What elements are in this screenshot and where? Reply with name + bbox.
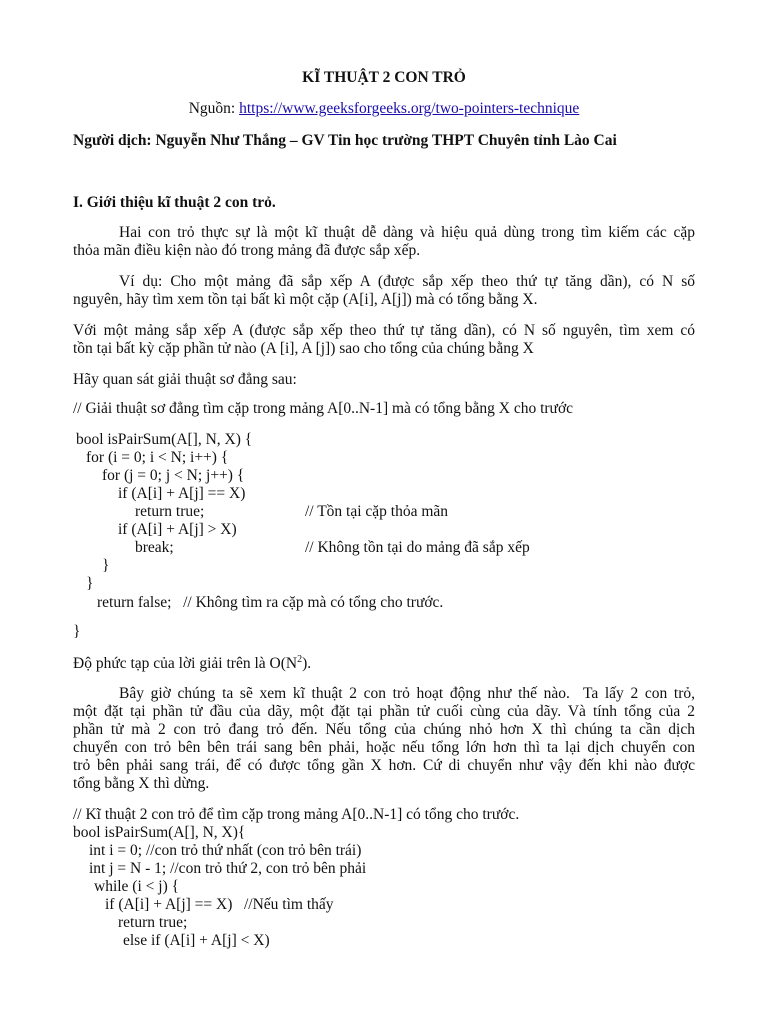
code1-line: for (j = 0; j < N; j++) { (102, 467, 245, 484)
complexity-exponent: 2 (297, 653, 303, 665)
paragraph-5-line: trỏ bên phải sang trái, để có được tổng gần X hơn. Cứ di chuyển như vậy đến khi nào được (73, 757, 695, 774)
code1-comment-not-exists: // Không tồn tại do mảng đã sắp xếp (305, 539, 530, 556)
paragraph-5-line: phần tử mà 2 con trỏ đang trỏ đến. Nếu tổng của chúng nhỏ hơn X thì chúng ta cần dịch (73, 721, 695, 738)
code1-line: } (73, 623, 81, 640)
code1-line: bool isPairSum(A[], N, X) { (76, 431, 253, 448)
code2-line: bool isPairSum(A[], N, X){ (73, 824, 246, 841)
complexity-text: Độ phức tạp của lời giải trên là O(N (73, 655, 298, 672)
complexity-end: ). (302, 655, 312, 672)
source-line (0, 100, 768, 118)
code2-line: // Kĩ thuật 2 con trỏ để tìm cặp trong mảng A[0..N-1] có tổng cho trước. (73, 806, 520, 823)
paragraph-5-line: chuyển con trỏ bên bên trái sang bên phải, hoặc nếu tổng lớn hơn thì ta lại dịch chuyển con (73, 739, 695, 756)
code1-line: if (A[i] + A[j] == X) (118, 485, 246, 502)
code1-line: return true; (135, 503, 205, 520)
code2-line: while (i < j) { (94, 878, 180, 895)
paragraph-1-line-2: thỏa mãn điều kiện nào đó trong mảng đã được sắp xếp. (73, 242, 421, 259)
code1-line: for (i = 0; i < N; i++) { (86, 449, 229, 466)
translator-line: Người dịch: Nguyễn Như Thắng – GV Tin học trường THPT Chuyên tỉnh Lào Cai (73, 132, 617, 149)
paragraph-1-line-1: Hai con trỏ thực sự là một kĩ thuật dễ dàng và hiệu quả dùng trong tìm kiếm các cặp (119, 224, 695, 241)
paragraph-5-line: một đặt tại phần tử đầu của dãy, một đặt tại phần tử cuối cùng của dãy. Và tính tổng của 2 (73, 703, 695, 720)
section-heading: I. Giới thiệu kĩ thuật 2 con trỏ. (73, 194, 276, 211)
code1-line: } (102, 557, 110, 574)
code1-line: break; (135, 539, 174, 556)
paragraph-4: Hãy quan sát giải thuật sơ đẳng sau: (73, 371, 297, 388)
code1-comment: // Giải thuật sơ đẳng tìm cặp trong mảng A[0..N-1] mà có tổng bằng X cho trước (73, 400, 574, 417)
code2-line: if (A[i] + A[j] == X) //Nếu tìm thấy (105, 896, 334, 913)
source-link[interactable]: https://www.geeksforgeeks.org/two-pointers-technique (239, 100, 580, 117)
complexity-line (73, 655, 311, 673)
source-label: Nguồn: (188, 100, 240, 117)
code2-line: return true; (118, 914, 188, 931)
code2-line: int i = 0; //con trỏ thứ nhất (con trỏ bên trái) (89, 842, 362, 859)
code2-line: else if (A[i] + A[j] < X) (123, 932, 270, 949)
code2-line: int j = N - 1; //con trỏ thứ 2, con trỏ bên phải (89, 860, 367, 877)
paragraph-2-line-1: Ví dụ: Cho một mảng đã sắp xếp A (được sắp xếp theo thứ tự tăng dần), có N số (119, 273, 695, 290)
paragraph-3-line-1: Với một mảng sắp xếp A (được sắp xếp theo thứ tự tăng dần), có N số nguyên, tìm xem có (73, 322, 695, 339)
code1-comment-exists: // Tồn tại cặp thỏa mãn (305, 503, 449, 520)
document-title: KĨ THUẬT 2 CON TRỎ (302, 69, 466, 86)
code1-line: return false; // Không tìm ra cặp mà có tổng cho trước. (97, 594, 444, 611)
paragraph-5-line: tổng bằng X thì dừng. (73, 775, 210, 792)
code1-line: } (86, 575, 94, 592)
code1-line: if (A[i] + A[j] > X) (118, 521, 237, 538)
paragraph-2-line-2: nguyên, hãy tìm xem tồn tại bất kì một cặp (A[i], A[j]) mà có tổng bằng X. (73, 291, 538, 308)
paragraph-3-line-2: tồn tại bất kỳ cặp phần tử nào (A [i], A [j]) sao cho tổng của chúng bằng X (73, 340, 534, 357)
paragraph-5-line: Bây giờ chúng ta sẽ xem kĩ thuật 2 con trỏ hoạt động như thế nào. Ta lấy 2 con trỏ, (119, 685, 695, 702)
